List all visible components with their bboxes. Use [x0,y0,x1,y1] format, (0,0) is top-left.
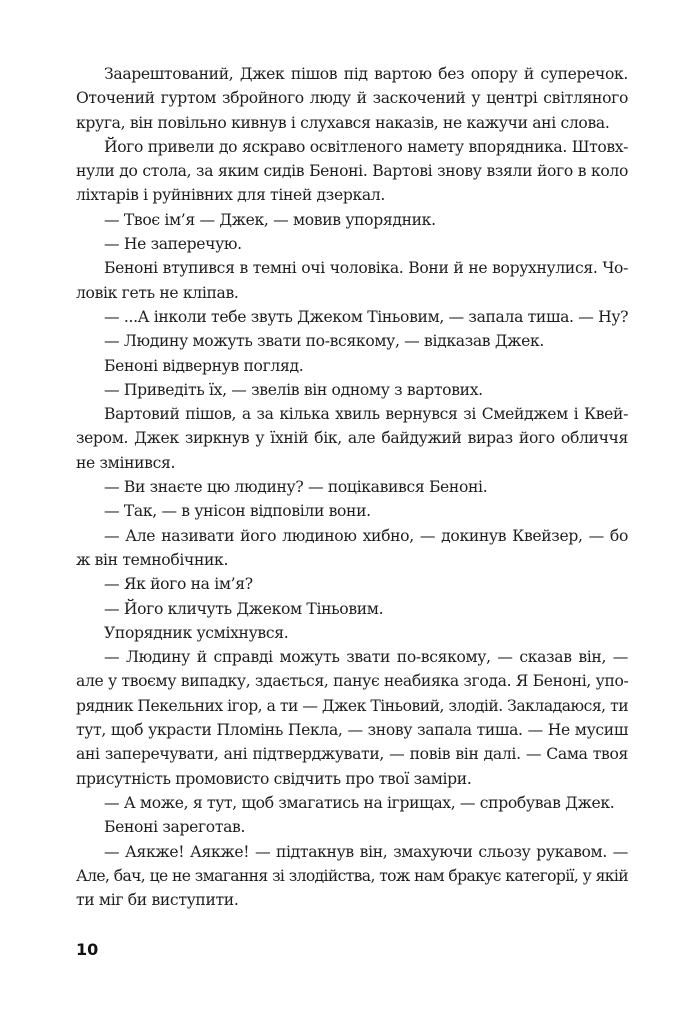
text-line: не змінився. [76,453,176,472]
text-line: Упорядник усміхнувся. [104,623,289,642]
text-line: ловік геть не кліпав. [76,283,239,302]
text-line: Але, бач, це не змагання зі злодійства, тож нам бракує категорії, у якій [76,866,628,885]
text-line: — ...А інколи тебе звуть Джеком Тіньовим, — запала тиша. — Ну? [104,307,629,326]
text-line: Беноні зареготав. [104,818,246,837]
page-number: 10 [76,940,99,959]
text-line: Оточений гуртом збройного люду й заскочений у центрі світляного [76,89,628,108]
page-body-text [76,62,628,912]
text-line: тут, щоб украсти Пломінь Пекла, — знову запала тиша. — Не мусиш [76,721,628,740]
text-line: — Як його на ім’я? [104,575,253,594]
text-line: Вартовий пішов, а за кілька хвиль вернувся зі Смейджем і Квей- [104,405,628,424]
text-line: — Людину можуть звати по-всякому, — відказав Джек. [104,332,545,351]
text-line: — Але називати його людиною хибно, — докинув Квейзер, — бо [104,526,628,545]
text-line: ані заперечувати, ані підтверджувати, — повів він далі. — Сама твоя [76,745,628,764]
text-line: — А може, я тут, щоб змагатись на ігрищах, — спробував Джек. [104,793,615,812]
text-line: — Аякже! Аякже! — підтакнув він, змахуючи сльозу рукавом. — [104,842,628,861]
text-line: Його привели до яскраво освітленого намету впорядника. Штовх- [104,137,628,156]
text-line: нули до стола, за яким сидів Беноні. Вартові знову взяли його в коло [76,162,628,181]
text-line: рядник Пекельних ігор, а ти — Джек Тіньовий, злодій. Закладаюся, ти [76,696,629,715]
text-line: Заарештований, Джек пішов під вартою без опору й суперечок. [104,65,628,83]
text-line: — Ви знаєте цю людину? — поцікавився Беноні. [104,478,488,497]
text-line: — Людину й справді можуть звати по-всякому, — сказав він, — [104,648,628,667]
text-line: але у твоєму випадку, здається, панує неабияка згода. Я Беноні, упо- [76,672,629,691]
text-line: ж він темнобічник. [76,550,229,569]
text-line: присутність промовисто свідчить про твої заміри. [76,769,472,788]
text-line: ліхтарів і руйнівних для тіней дзеркал. [76,186,385,205]
text-line: ти міг би виступити. [76,891,239,910]
text-line: — Його кличуть Джеком Тіньовим. [104,599,384,618]
text-line: — Не заперечую. [104,235,242,254]
text-line: — Твоє ім’я — Джек, — мовив упорядник. [104,210,436,229]
text-line: Беноні втупився в темні очі чоловіка. Вони й не ворухнулися. Чо- [104,259,628,278]
text-line: Беноні відвернув погляд. [104,356,304,375]
text-line: — Приведіть їх, — звелів він одному з вартових. [104,380,483,399]
text-line: — Так, — в унісон відповіли вони. [104,502,371,521]
text-line: зером. Джек зиркнув у їхній бік, але байдужий вираз його обличчя [76,429,628,448]
text-line: круга, він повільно кивнув і слухався наказів, не кажучи ані слова. [76,113,610,132]
